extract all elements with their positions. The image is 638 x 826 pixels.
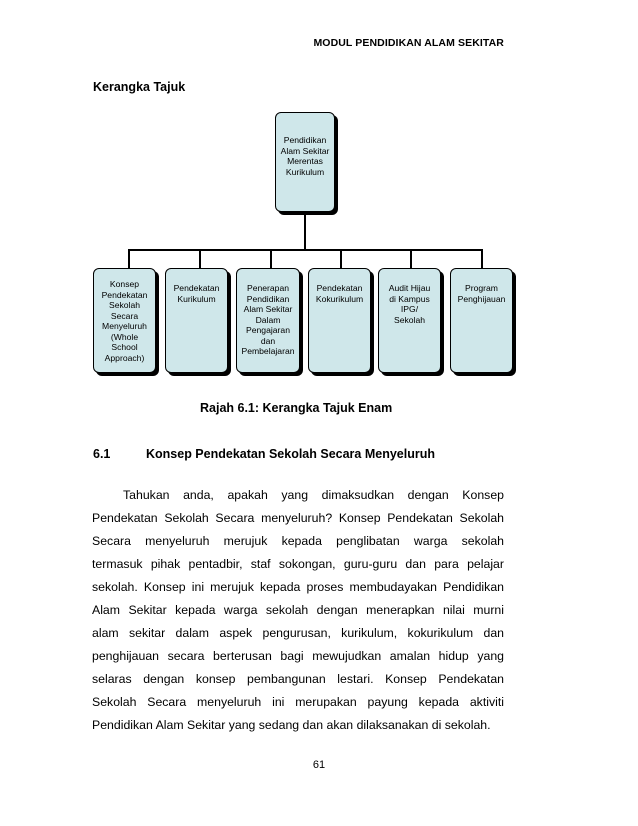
paragraph-line: sekolah. Konsep ini merujuk kepada proses membudayakan Pendidikan: [92, 580, 504, 594]
connector-drop-3: [270, 249, 272, 268]
subsection-number: 6.1: [93, 447, 111, 461]
page-number: 61: [312, 759, 326, 771]
paragraph-line: Pendekatan Sekolah Secara menyeluruh? Konsep Pendekatan Sekolah: [92, 511, 504, 525]
child-box-penghijauan: Program Penghijauan: [450, 268, 513, 373]
paragraph-line: termasuk pihak pentadbir, staf sokongan, guru-guru dan para pelajar: [92, 557, 504, 571]
paragraph-line: Pendidikan Alam Sekitar yang sedang dan akan dilaksanakan di sekolah.: [92, 718, 491, 732]
paragraph-line: Sekolah Secara menyeluruh ini merupakan payung kepada aktiviti: [92, 695, 504, 709]
paragraph-line: penghijauan secara berterusan bagi mewujudkan amalan hidup yang: [92, 649, 504, 663]
connector-drop-5: [410, 249, 412, 268]
connector-drop-6: [481, 249, 483, 268]
child-box-whole-school-approach: Konsep Pendekatan Sekolah Secara Menyeluruh (Whole School Approach): [93, 268, 156, 373]
root-box: Pendidikan Alam Sekitar Merentas Kurikulum: [275, 112, 335, 212]
connector-root-stem: [304, 212, 306, 250]
child-box-kokurikulum: Pendekatan Kokurikulum: [308, 268, 371, 373]
running-header: MODUL PENDIDIKAN ALAM SEKITAR: [313, 37, 504, 49]
paragraph-line: selaras dengan konsep pembangunan lestari. Konsep Pendekatan: [92, 672, 504, 686]
child-box-audit-hijau: Audit Hijau di Kampus IPG/ Sekolah: [378, 268, 441, 373]
framework-diagram: [0, 0, 638, 400]
figure-caption: Rajah 6.1: Kerangka Tajuk Enam: [200, 401, 393, 415]
paragraph-line: Secara menyeluruh merujuk kepada penglibatan warga sekolah: [92, 534, 504, 548]
section-title: Kerangka Tajuk: [93, 80, 186, 94]
connector-horizontal: [128, 249, 483, 251]
paragraph-line: Alam Sekitar kepada warga sekolah dengan menerapkan nilai murni: [92, 603, 504, 617]
child-box-kurikulum: Pendekatan Kurikulum: [165, 268, 228, 373]
subsection-title: Konsep Pendekatan Sekolah Secara Menyeluruh: [146, 447, 435, 461]
connector-drop-4: [340, 249, 342, 268]
paragraph-line: alam sekitar dalam aspek pengurusan, kurikulum, kokurikulum dan: [92, 626, 504, 640]
paragraph-line: Tahukan anda, apakah yang dimaksudkan dengan Konsep: [123, 488, 504, 502]
child-box-penerapan: Penerapan Pendidikan Alam Sekitar Dalam Pengajaran dan Pembelajaran: [236, 268, 300, 373]
connector-drop-2: [199, 249, 201, 268]
connector-drop-1: [128, 249, 130, 268]
